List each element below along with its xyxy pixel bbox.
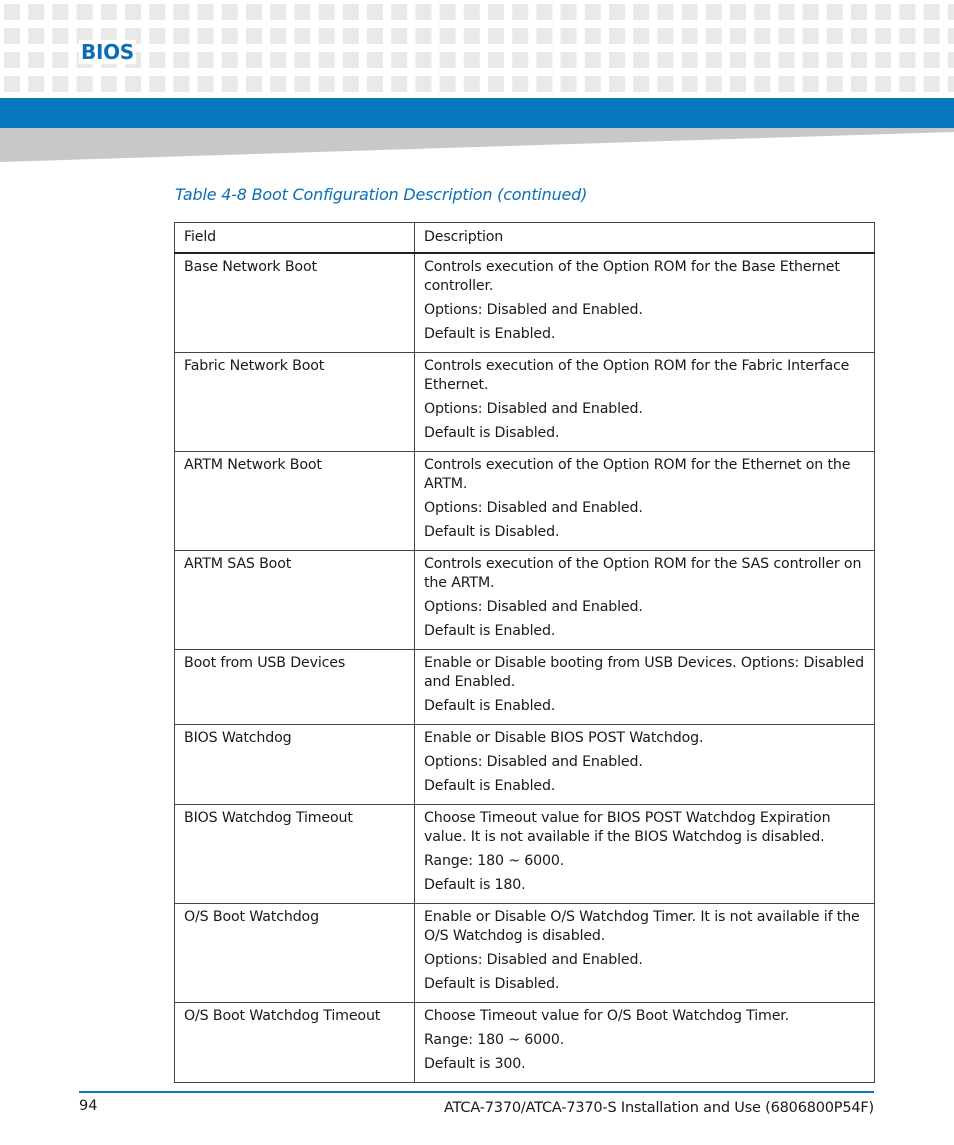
pattern-square	[77, 76, 93, 92]
pattern-square	[657, 4, 673, 20]
description-cell	[415, 725, 875, 805]
pattern-square	[609, 28, 625, 44]
pattern-square	[488, 4, 504, 20]
pattern-square	[924, 28, 940, 44]
pattern-square	[319, 76, 335, 92]
field-cell: ARTM Network Boot	[175, 452, 415, 551]
table-row	[175, 650, 875, 725]
pattern-square	[924, 76, 940, 92]
description-cell	[415, 1003, 875, 1083]
pattern-square	[609, 4, 625, 20]
pattern-square	[512, 28, 528, 44]
description-line: Controls execution of the Option ROM for the Fabric Interface Ethernet.	[424, 358, 850, 393]
pattern-square	[899, 52, 915, 68]
pattern-square	[367, 52, 383, 68]
pattern-square	[706, 76, 722, 92]
pattern-square	[657, 52, 673, 68]
pattern-square	[851, 76, 867, 92]
pattern-square	[851, 52, 867, 68]
description-line: Default is 180.	[424, 877, 526, 893]
field-cell: BIOS Watchdog	[175, 725, 415, 805]
pattern-square	[391, 4, 407, 20]
pattern-square	[464, 76, 480, 92]
pattern-square	[657, 76, 673, 92]
pattern-square	[585, 52, 601, 68]
pattern-square	[488, 52, 504, 68]
pattern-square	[633, 28, 649, 44]
pattern-square	[682, 4, 698, 20]
pattern-square	[415, 76, 431, 92]
pattern-square	[561, 4, 577, 20]
pattern-square	[899, 76, 915, 92]
pattern-square	[52, 52, 68, 68]
pattern-square	[270, 52, 286, 68]
pattern-square	[754, 28, 770, 44]
pattern-square	[391, 28, 407, 44]
pattern-square	[609, 52, 625, 68]
pattern-square	[561, 76, 577, 92]
pattern-square	[198, 76, 214, 92]
pattern-square	[391, 52, 407, 68]
description-line: Enable or Disable O/S Watchdog Timer. It is not available if the O/S Watchdog is disabled.	[424, 909, 860, 944]
pattern-square	[488, 28, 504, 44]
pattern-square	[28, 52, 44, 68]
pattern-square	[222, 52, 238, 68]
pattern-square	[536, 52, 552, 68]
pattern-square	[682, 52, 698, 68]
pattern-square	[948, 76, 954, 92]
pattern-square	[682, 28, 698, 44]
table-row	[175, 253, 875, 353]
pattern-square	[585, 28, 601, 44]
pattern-square	[415, 28, 431, 44]
pattern-square	[440, 4, 456, 20]
pattern-square	[948, 4, 954, 20]
pattern-square	[754, 76, 770, 92]
pattern-square	[149, 4, 165, 20]
field-cell: ARTM SAS Boot	[175, 551, 415, 650]
pattern-square	[367, 28, 383, 44]
table-row	[175, 805, 875, 904]
pattern-square	[294, 52, 310, 68]
pattern-square	[222, 76, 238, 92]
pattern-square	[246, 28, 262, 44]
field-cell: BIOS Watchdog Timeout	[175, 805, 415, 904]
description-line: Default is Disabled.	[424, 976, 560, 992]
pattern-square	[149, 28, 165, 44]
table-row	[175, 1003, 875, 1083]
description-line: Enable or Disable booting from USB Devices. Options: Disabled and Enabled.	[424, 655, 864, 690]
description-cell	[415, 650, 875, 725]
pattern-square	[28, 28, 44, 44]
pattern-square	[875, 28, 891, 44]
description-line: Options: Disabled and Enabled.	[424, 302, 643, 318]
pattern-square	[4, 52, 20, 68]
description-line: Default is Disabled.	[424, 524, 560, 540]
table-row	[175, 452, 875, 551]
pattern-square	[851, 28, 867, 44]
table-row	[175, 725, 875, 805]
pattern-square	[294, 76, 310, 92]
pattern-square	[464, 52, 480, 68]
pattern-square	[28, 76, 44, 92]
pattern-square	[899, 28, 915, 44]
section-title: BIOS	[81, 40, 134, 64]
pattern-square	[512, 52, 528, 68]
pattern-square	[561, 52, 577, 68]
pattern-square	[101, 76, 117, 92]
header-gray-wedge	[0, 128, 954, 164]
pattern-square	[294, 4, 310, 20]
description-line: Choose Timeout value for O/S Boot Watchdog Timer.	[424, 1008, 790, 1024]
pattern-square	[827, 4, 843, 20]
pattern-square	[440, 52, 456, 68]
field-cell: Base Network Boot	[175, 253, 415, 353]
pattern-square	[657, 28, 673, 44]
pattern-square	[778, 52, 794, 68]
pattern-square	[246, 76, 262, 92]
pattern-square	[4, 4, 20, 20]
pattern-square	[343, 52, 359, 68]
pattern-square	[77, 4, 93, 20]
pattern-square	[415, 4, 431, 20]
pattern-square	[924, 52, 940, 68]
description-line: Options: Disabled and Enabled.	[424, 500, 643, 516]
description-cell	[415, 551, 875, 650]
pattern-square	[464, 28, 480, 44]
pattern-square	[173, 52, 189, 68]
pattern-square	[948, 52, 954, 68]
pattern-square	[440, 28, 456, 44]
pattern-square	[270, 28, 286, 44]
boot-configuration-table	[174, 222, 875, 1083]
pattern-square	[415, 52, 431, 68]
pattern-square	[536, 28, 552, 44]
description-cell	[415, 805, 875, 904]
field-cell: O/S Boot Watchdog	[175, 904, 415, 1003]
pattern-square	[52, 76, 68, 92]
pattern-square	[803, 28, 819, 44]
pattern-square	[464, 4, 480, 20]
table-caption: Table 4-8 Boot Configuration Description (continued)	[175, 185, 588, 204]
pattern-square	[125, 76, 141, 92]
pattern-square	[343, 76, 359, 92]
description-line: Default is Enabled.	[424, 623, 556, 639]
document-title: ATCA-7370/ATCA-7370-S Installation and Use (6806800P54F)	[444, 1100, 874, 1116]
pattern-square	[198, 28, 214, 44]
pattern-square	[343, 28, 359, 44]
description-cell	[415, 452, 875, 551]
field-cell: Boot from USB Devices	[175, 650, 415, 725]
pattern-square	[319, 28, 335, 44]
pattern-square	[633, 4, 649, 20]
pattern-square	[730, 28, 746, 44]
description-line: Options: Disabled and Enabled.	[424, 952, 643, 968]
pattern-square	[633, 76, 649, 92]
pattern-square	[512, 4, 528, 20]
pattern-square	[754, 52, 770, 68]
pattern-square	[149, 52, 165, 68]
description-line: Options: Disabled and Enabled.	[424, 401, 643, 417]
pattern-square	[270, 4, 286, 20]
pattern-square	[367, 4, 383, 20]
pattern-square	[585, 76, 601, 92]
description-line: Default is Enabled.	[424, 778, 556, 794]
pattern-square	[28, 4, 44, 20]
pattern-square	[536, 4, 552, 20]
column-header-field: Field	[175, 223, 415, 254]
pattern-square	[803, 52, 819, 68]
pattern-square	[706, 4, 722, 20]
description-line: Default is Enabled.	[424, 698, 556, 714]
pattern-square	[52, 4, 68, 20]
description-line: Controls execution of the Option ROM for the SAS controller on the ARTM.	[424, 556, 862, 591]
pattern-square	[149, 76, 165, 92]
description-line: Default is Enabled.	[424, 326, 556, 342]
pattern-square	[173, 28, 189, 44]
pattern-square	[948, 28, 954, 44]
pattern-square	[4, 76, 20, 92]
pattern-square	[125, 4, 141, 20]
pattern-square	[851, 4, 867, 20]
pattern-square	[101, 4, 117, 20]
pattern-square	[803, 76, 819, 92]
pattern-square	[754, 4, 770, 20]
pattern-square	[319, 52, 335, 68]
pattern-square	[778, 28, 794, 44]
footer-rule	[79, 1091, 874, 1093]
description-line: Default is Disabled.	[424, 425, 560, 441]
column-header-description: Description	[415, 223, 875, 254]
page-number: 94	[79, 1098, 98, 1114]
pattern-square	[585, 4, 601, 20]
pattern-square	[319, 4, 335, 20]
description-line: Options: Disabled and Enabled.	[424, 599, 643, 615]
pattern-square	[246, 4, 262, 20]
pattern-square	[706, 52, 722, 68]
pattern-square	[706, 28, 722, 44]
pattern-square	[198, 52, 214, 68]
pattern-square	[875, 4, 891, 20]
pattern-square	[803, 4, 819, 20]
description-line: Controls execution of the Option ROM for the Ethernet on the ARTM.	[424, 457, 851, 492]
pattern-square	[173, 76, 189, 92]
description-line: Controls execution of the Option ROM for the Base Ethernet controller.	[424, 259, 840, 294]
description-line: Range: 180 ~ 6000.	[424, 1032, 565, 1048]
description-line: Enable or Disable BIOS POST Watchdog.	[424, 730, 704, 746]
pattern-square	[391, 76, 407, 92]
pattern-square	[367, 76, 383, 92]
pattern-square	[778, 76, 794, 92]
table-row	[175, 353, 875, 452]
description-line: Choose Timeout value for BIOS POST Watchdog Expiration value. It is not available if the BIOS Watchdog is disabled.	[424, 810, 831, 845]
pattern-square	[488, 76, 504, 92]
pattern-square	[778, 4, 794, 20]
description-cell	[415, 904, 875, 1003]
pattern-square	[609, 76, 625, 92]
pattern-square	[222, 28, 238, 44]
pattern-square	[4, 28, 20, 44]
field-cell: Fabric Network Boot	[175, 353, 415, 452]
pattern-square	[875, 76, 891, 92]
decorative-grid-pattern	[0, 0, 954, 98]
pattern-square	[198, 4, 214, 20]
description-line: Default is 300.	[424, 1056, 526, 1072]
table-header-row	[175, 223, 875, 254]
pattern-square	[730, 4, 746, 20]
pattern-square	[440, 76, 456, 92]
pattern-square	[294, 28, 310, 44]
description-cell	[415, 353, 875, 452]
pattern-square	[270, 76, 286, 92]
pattern-square	[827, 76, 843, 92]
pattern-square	[52, 28, 68, 44]
pattern-square	[730, 52, 746, 68]
pattern-square	[827, 28, 843, 44]
description-cell	[415, 253, 875, 353]
pattern-square	[899, 4, 915, 20]
pattern-square	[682, 76, 698, 92]
header-blue-band	[0, 98, 954, 128]
description-line: Options: Disabled and Enabled.	[424, 754, 643, 770]
pattern-square	[222, 4, 238, 20]
pattern-square	[512, 76, 528, 92]
table-row	[175, 904, 875, 1003]
pattern-square	[730, 76, 746, 92]
pattern-square	[173, 4, 189, 20]
table-row	[175, 551, 875, 650]
header-pattern	[0, 0, 954, 98]
pattern-square	[343, 4, 359, 20]
pattern-square	[924, 4, 940, 20]
table-body	[175, 253, 875, 1083]
pattern-square	[633, 52, 649, 68]
pattern-square	[875, 52, 891, 68]
pattern-square	[246, 52, 262, 68]
pattern-square	[536, 76, 552, 92]
field-cell: O/S Boot Watchdog Timeout	[175, 1003, 415, 1083]
pattern-square	[827, 52, 843, 68]
pattern-square	[561, 28, 577, 44]
description-line: Range: 180 ~ 6000.	[424, 853, 565, 869]
